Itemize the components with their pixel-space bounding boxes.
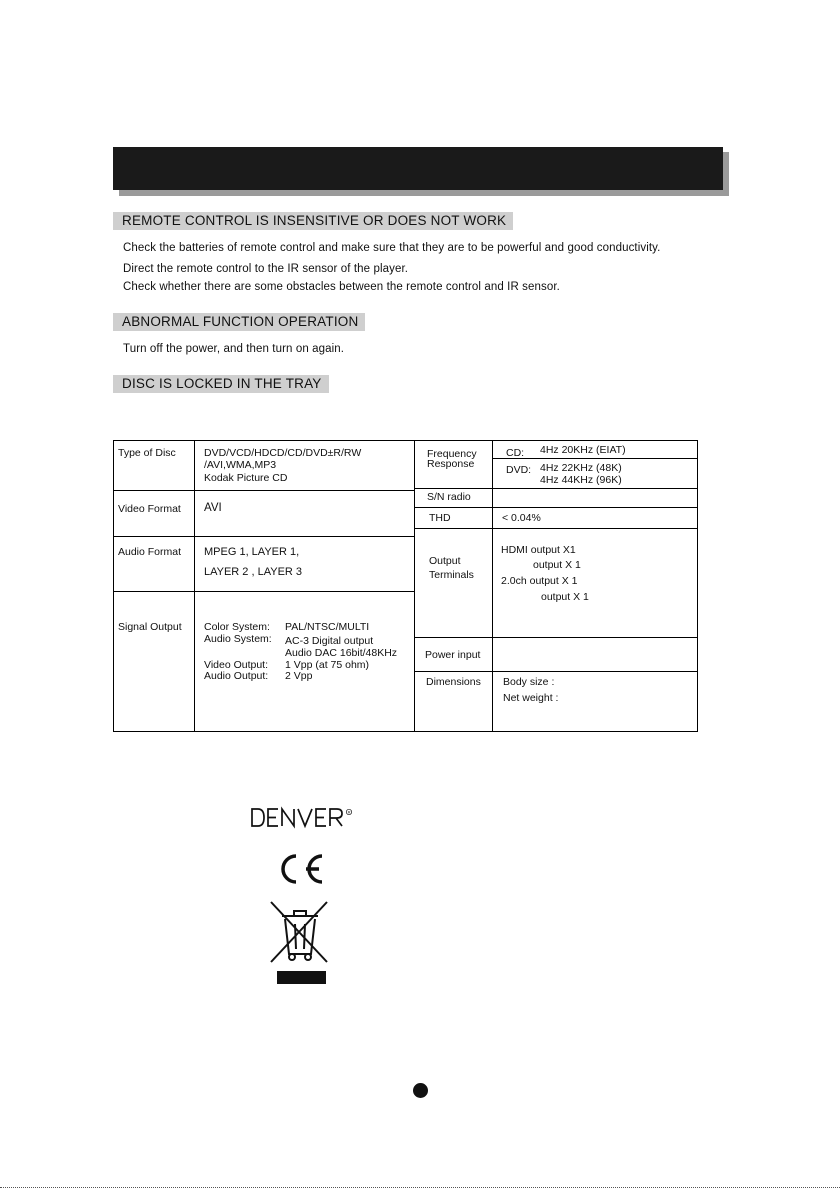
spec-label-audio-format: Audio Format: [118, 546, 182, 558]
title-bar: [113, 147, 723, 190]
section-line: Check whether there are some obstacles between the remote control and IR sensor.: [123, 281, 560, 293]
spec-key: CD:: [506, 447, 525, 459]
spec-key: Color System:: [204, 621, 270, 633]
spec-value: 4Hz 22KHz (48K): [540, 462, 622, 474]
section-heading-remote: REMOTE CONTROL IS INSENSITIVE OR DOES NOT WORK: [113, 212, 513, 230]
spec-value: AVI: [204, 502, 222, 514]
spec-value: MPEG 1, LAYER 1,: [204, 546, 300, 558]
spec-label-response: Response: [427, 458, 475, 470]
spec-label-sn-radio: S/N radio: [427, 491, 471, 503]
spec-value: DVD/VCD/HDCD/CD/DVD±R/RW: [204, 447, 362, 459]
denver-logo: [250, 805, 355, 834]
registered-mark: R: [347, 809, 351, 815]
spec-key: Audio Output:: [204, 670, 269, 682]
spec-value: LAYER 2 , LAYER 3: [204, 566, 303, 578]
spec-value: HDMI output X1: [501, 544, 576, 556]
spec-value: Net weight :: [503, 692, 559, 704]
spec-key: DVD:: [506, 464, 532, 476]
spec-label-thd: THD: [429, 512, 451, 524]
spec-label-terminals: Terminals: [429, 569, 474, 581]
page-number-dot-icon: [413, 1083, 428, 1098]
spec-value: 4Hz 44KHz (96K): [540, 474, 622, 486]
spec-value: < 0.04%: [502, 512, 541, 524]
spec-value: PAL/NTSC/MULTI: [285, 621, 370, 633]
section-line: Turn off the power, and then turn on again.: [123, 343, 345, 355]
section-heading-abnormal: ABNORMAL FUNCTION OPERATION: [113, 313, 365, 331]
weee-crossed-bin-icon: [268, 898, 332, 991]
spec-value: AC-3 Digital output: [285, 635, 374, 647]
spec-key: Audio System:: [204, 633, 272, 645]
page-edge-divider: [0, 1187, 840, 1188]
spec-label-signal-output: Signal Output: [118, 621, 182, 633]
section-line: Direct the remote control to the IR sensor of the player.: [123, 263, 409, 275]
spec-value: 1 Vpp (at 75 ohm): [285, 659, 370, 671]
spec-value: /AVI,WMA,MP3: [204, 459, 277, 471]
spec-label-dimensions: Dimensions: [426, 676, 481, 688]
spec-label-type-of-disc: Type of Disc: [118, 447, 176, 459]
spec-label-power-input: Power input: [425, 649, 481, 661]
spec-value: 2 Vpp: [285, 670, 313, 682]
denver-logo-svg: [250, 805, 355, 829]
spec-label-video-format: Video Format: [118, 503, 181, 515]
spec-value: 4Hz 20KHz (EIAT): [540, 444, 626, 456]
spec-key: Video Output:: [204, 659, 269, 671]
section-heading-disc-locked: DISC IS LOCKED IN THE TRAY: [113, 375, 329, 393]
spec-value: output X 1: [541, 591, 589, 603]
ce-mark-icon: [275, 850, 327, 893]
spec-value: 2.0ch output X 1: [501, 575, 578, 587]
spec-value: Audio DAC 16bit/48KHz: [285, 647, 398, 659]
spec-table: [113, 440, 698, 732]
section-line: Check the batteries of remote control and make sure that they are to be powerful and good conductivity.: [123, 242, 661, 254]
spec-value: output X 1: [533, 559, 581, 571]
spec-label-output: Output: [429, 555, 461, 567]
spec-value: Body size :: [503, 676, 555, 688]
spec-label-frequency: Frequency: [427, 448, 477, 460]
spec-value: Kodak Picture CD: [204, 472, 288, 484]
